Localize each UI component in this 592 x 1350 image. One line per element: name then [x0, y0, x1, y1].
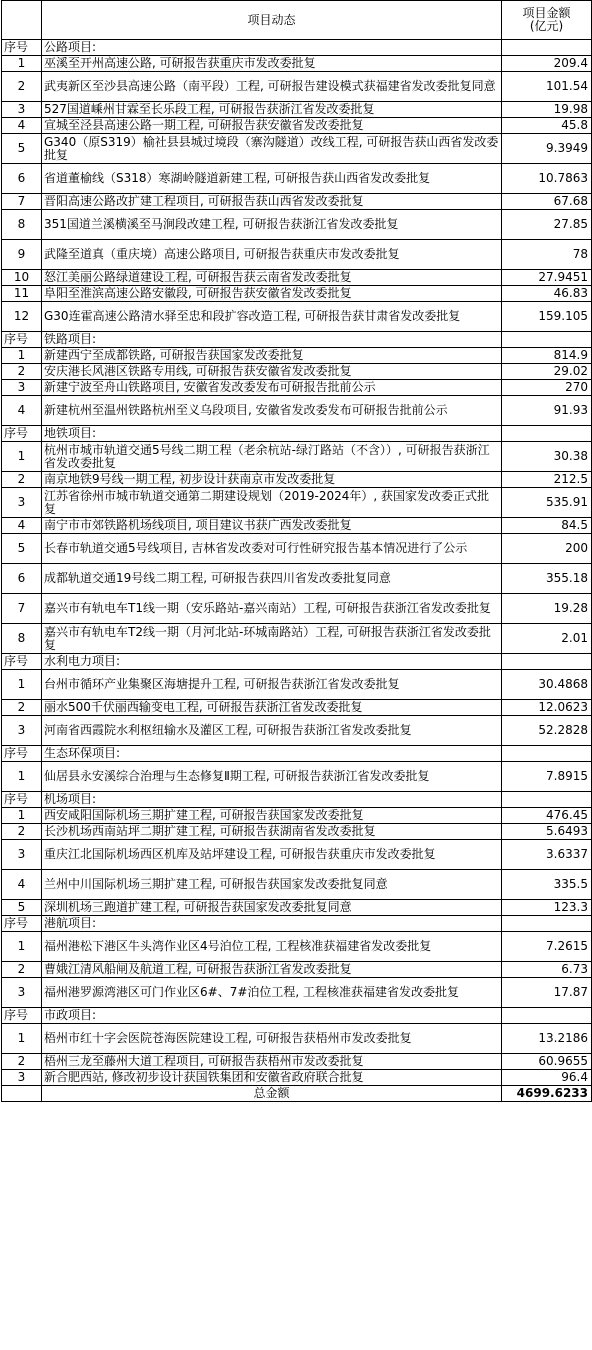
row-amount: 19.28	[502, 594, 592, 624]
row-index: 6	[2, 164, 42, 194]
row-description: 河南省西霞院水利枢纽输水及灌区工程, 可研报告获浙江省发改委批复	[42, 716, 502, 746]
row-index: 4	[2, 518, 42, 534]
row-description: 长沙机场西南站坪二期扩建工程, 可研报告获湖南省发改委批复	[42, 824, 502, 840]
row-index: 2	[2, 824, 42, 840]
table-row	[2, 270, 592, 286]
section-seq-label: 序号	[2, 654, 42, 670]
row-amount: 27.9451	[502, 270, 592, 286]
row-amount: 2.01	[502, 624, 592, 654]
row-description: G340（原S319）榆社县县城过境段（寨沟隧道）改线工程, 可研报告获山西省发改委批复	[42, 134, 502, 164]
row-amount: 12.0623	[502, 700, 592, 716]
row-description: 阜阳至淮滨高速公路安徽段, 可研报告获安徽省发改委批复	[42, 286, 502, 302]
total-row	[2, 1086, 592, 1102]
row-index: 1	[2, 762, 42, 792]
section-row	[2, 746, 592, 762]
row-index: 2	[2, 962, 42, 978]
row-index: 8	[2, 624, 42, 654]
row-amount: 60.9655	[502, 1054, 592, 1070]
table-row	[2, 700, 592, 716]
row-amount: 200	[502, 534, 592, 564]
row-amount: 212.5	[502, 472, 592, 488]
section-blank	[502, 654, 592, 670]
row-amount: 355.18	[502, 564, 592, 594]
row-index: 8	[2, 210, 42, 240]
row-amount: 270	[502, 380, 592, 396]
total-blank	[2, 1086, 42, 1102]
table-row	[2, 564, 592, 594]
row-amount: 46.83	[502, 286, 592, 302]
table-row	[2, 840, 592, 870]
table-row	[2, 670, 592, 700]
row-description: 丽水500千伏丽西输变电工程, 可研报告获浙江省发改委批复	[42, 700, 502, 716]
row-description: 福州港罗源湾港区可门作业区6#、7#泊位工程, 工程核准获福建省发改委批复	[42, 978, 502, 1008]
row-description: 新建杭州至温州铁路杭州至义乌段项目, 安徽省发改委发布可研报告批前公示	[42, 396, 502, 426]
row-amount: 476.45	[502, 808, 592, 824]
row-description: 仙居县永安溪综合治理与生态修复Ⅱ期工程, 可研报告获浙江省发改委批复	[42, 762, 502, 792]
header-title: 项目动态	[42, 1, 502, 40]
row-description: 南宁市市郊铁路机场线项目, 项目建议书获广西发改委批复	[42, 518, 502, 534]
row-description: 梧州市红十字会医院苍海医院建设工程, 可研报告获梧州市发改委批复	[42, 1024, 502, 1054]
row-amount: 814.9	[502, 348, 592, 364]
row-amount: 335.5	[502, 870, 592, 900]
row-index: 6	[2, 564, 42, 594]
row-description: 长春市轨道交通5号线项目, 吉林省发改委对可行性研究报告基本情况进行了公示	[42, 534, 502, 564]
row-index: 3	[2, 1070, 42, 1086]
table-row	[2, 396, 592, 426]
table-row	[2, 534, 592, 564]
section-row	[2, 1008, 592, 1024]
table-row	[2, 472, 592, 488]
header-blank	[2, 1, 42, 40]
row-description: 怒江美丽公路绿道建设工程, 可研报告获云南省发改委批复	[42, 270, 502, 286]
row-index: 11	[2, 286, 42, 302]
table-row	[2, 488, 592, 518]
row-index: 5	[2, 534, 42, 564]
section-row	[2, 654, 592, 670]
row-amount: 6.73	[502, 962, 592, 978]
row-index: 2	[2, 700, 42, 716]
row-amount: 45.8	[502, 118, 592, 134]
table-row	[2, 594, 592, 624]
row-index: 2	[2, 1054, 42, 1070]
row-description: 重庆江北国际机场西区机库及站坪建设工程, 可研报告获重庆市发改委批复	[42, 840, 502, 870]
row-amount: 52.2828	[502, 716, 592, 746]
row-index: 7	[2, 194, 42, 210]
table-row	[2, 286, 592, 302]
row-amount: 19.98	[502, 102, 592, 118]
row-amount: 159.105	[502, 302, 592, 332]
table-row	[2, 194, 592, 210]
row-index: 2	[2, 364, 42, 380]
row-description: 武隆至道真（重庆境）高速公路项目, 可研报告获重庆市发改委批复	[42, 240, 502, 270]
row-description: 成都轨道交通19号线二期工程, 可研报告获四川省发改委批复同意	[42, 564, 502, 594]
table-row	[2, 932, 592, 962]
row-index: 9	[2, 240, 42, 270]
table-row	[2, 518, 592, 534]
table-row	[2, 624, 592, 654]
row-amount: 96.4	[502, 1070, 592, 1086]
table-row	[2, 1070, 592, 1086]
row-description: 新合肥西站, 修改初步设计获国铁集团和安徽省政府联合批复	[42, 1070, 502, 1086]
table-row	[2, 716, 592, 746]
section-seq-label: 序号	[2, 332, 42, 348]
table-row	[2, 1054, 592, 1070]
table-row	[2, 870, 592, 900]
table-row	[2, 118, 592, 134]
row-amount: 27.85	[502, 210, 592, 240]
section-blank	[502, 332, 592, 348]
row-amount: 78	[502, 240, 592, 270]
table-row	[2, 808, 592, 824]
row-amount: 7.2615	[502, 932, 592, 962]
section-name: 公路项目:	[42, 40, 502, 56]
section-seq-label: 序号	[2, 426, 42, 442]
header-amount: 项目金额 (亿元)	[502, 1, 592, 40]
section-name: 生态环保项目:	[42, 746, 502, 762]
table-row	[2, 442, 592, 472]
table-row	[2, 824, 592, 840]
row-index: 3	[2, 488, 42, 518]
row-index: 10	[2, 270, 42, 286]
row-amount: 84.5	[502, 518, 592, 534]
section-name: 机场项目:	[42, 792, 502, 808]
row-description: 嘉兴市有轨电车T2线一期（月河北站-环城南路站）工程, 可研报告获浙江省发改委批复	[42, 624, 502, 654]
section-seq-label: 序号	[2, 1008, 42, 1024]
table-body	[2, 40, 592, 1086]
row-index: 2	[2, 472, 42, 488]
section-seq-label: 序号	[2, 792, 42, 808]
section-name: 水利电力项目:	[42, 654, 502, 670]
row-index: 3	[2, 102, 42, 118]
project-table	[1, 0, 592, 1102]
section-seq-label: 序号	[2, 916, 42, 932]
row-description: 巫溪至开州高速公路, 可研报告获重庆市发改委批复	[42, 56, 502, 72]
row-amount: 13.2186	[502, 1024, 592, 1054]
row-index: 3	[2, 840, 42, 870]
row-amount: 67.68	[502, 194, 592, 210]
row-description: 曹娥江清风船闸及航道工程, 可研报告获浙江省发改委批复	[42, 962, 502, 978]
row-index: 1	[2, 56, 42, 72]
row-amount: 209.4	[502, 56, 592, 72]
row-amount: 91.93	[502, 396, 592, 426]
table-row	[2, 72, 592, 102]
row-description: 南京地铁9号线一期工程, 初步设计获南京市发改委批复	[42, 472, 502, 488]
table-row	[2, 210, 592, 240]
row-index: 7	[2, 594, 42, 624]
section-blank	[502, 1008, 592, 1024]
table-row	[2, 762, 592, 792]
row-index: 5	[2, 134, 42, 164]
section-row	[2, 792, 592, 808]
total-value: 4699.6233	[502, 1086, 592, 1102]
row-index: 4	[2, 396, 42, 426]
table-row	[2, 900, 592, 916]
section-blank	[502, 40, 592, 56]
section-row	[2, 40, 592, 56]
row-amount: 7.8915	[502, 762, 592, 792]
row-description: 梧州三龙至藤州大道工程项目, 可研报告获梧州市发改委批复	[42, 1054, 502, 1070]
table-row	[2, 56, 592, 72]
row-description: 安庆港长风港区铁路专用线, 可研报告获安徽省发改委批复	[42, 364, 502, 380]
row-description: 西安咸阳国际机场三期扩建工程, 可研报告获国家发改委批复	[42, 808, 502, 824]
section-name: 地铁项目:	[42, 426, 502, 442]
row-amount: 535.91	[502, 488, 592, 518]
section-name: 港航项目:	[42, 916, 502, 932]
section-seq-label: 序号	[2, 746, 42, 762]
section-row	[2, 332, 592, 348]
row-amount: 5.6493	[502, 824, 592, 840]
table-row	[2, 240, 592, 270]
row-amount: 29.02	[502, 364, 592, 380]
table-row	[2, 978, 592, 1008]
row-description: 宣城至泾县高速公路一期工程, 可研报告获安徽省发改委批复	[42, 118, 502, 134]
row-index: 1	[2, 670, 42, 700]
section-blank	[502, 746, 592, 762]
row-index: 3	[2, 716, 42, 746]
section-blank	[502, 426, 592, 442]
row-amount: 3.6337	[502, 840, 592, 870]
row-amount: 101.54	[502, 72, 592, 102]
row-amount: 9.3949	[502, 134, 592, 164]
row-description: 新建宁波至舟山铁路项目, 安徽省发改委发布可研报告批前公示	[42, 380, 502, 396]
row-description: 嘉兴市有轨电车T1线一期（安乐路站-嘉兴南站）工程, 可研报告获浙江省发改委批复	[42, 594, 502, 624]
table-row	[2, 302, 592, 332]
row-index: 4	[2, 118, 42, 134]
table-row	[2, 102, 592, 118]
section-name: 铁路项目:	[42, 332, 502, 348]
row-description: 兰州中川国际机场三期扩建工程, 可研报告获国家发改委批复同意	[42, 870, 502, 900]
row-amount: 17.87	[502, 978, 592, 1008]
row-description: 351国道兰溪横溪至马涧段改建工程, 可研报告获浙江省发改委批复	[42, 210, 502, 240]
row-description: 新建西宁至成都铁路, 可研报告获国家发改委批复	[42, 348, 502, 364]
row-description: 江苏省徐州市城市轨道交通第二期建设规划（2019-2024年）, 获国家发改委正式批复	[42, 488, 502, 518]
section-row	[2, 426, 592, 442]
section-seq-label: 序号	[2, 40, 42, 56]
table-row	[2, 380, 592, 396]
total-label: 总金额	[42, 1086, 502, 1102]
row-index: 3	[2, 380, 42, 396]
row-index: 1	[2, 808, 42, 824]
section-row	[2, 916, 592, 932]
section-blank	[502, 916, 592, 932]
row-description: 527国道嵊州甘霖至长乐段工程, 可研报告获浙江省发改委批复	[42, 102, 502, 118]
row-index: 2	[2, 72, 42, 102]
table-row	[2, 134, 592, 164]
table-row	[2, 164, 592, 194]
section-blank	[502, 792, 592, 808]
row-index: 1	[2, 932, 42, 962]
row-index: 3	[2, 978, 42, 1008]
table-row	[2, 348, 592, 364]
table-row	[2, 1024, 592, 1054]
row-index: 1	[2, 348, 42, 364]
row-description: 福州港松下港区牛头湾作业区4号泊位工程, 工程核准获福建省发改委批复	[42, 932, 502, 962]
row-description: 深圳机场三跑道扩建工程, 可研报告获国家发改委批复同意	[42, 900, 502, 916]
row-description: 武夷新区至沙县高速公路（南平段）工程, 可研报告建设模式获福建省发改委批复同意	[42, 72, 502, 102]
table-row	[2, 962, 592, 978]
row-description: 杭州市城市轨道交通5号线二期工程（老余杭站-绿汀路站（不含））, 可研报告获浙江省发改委批复	[42, 442, 502, 472]
row-description: G30连霍高速公路清水驿至忠和段扩容改造工程, 可研报告获甘肃省发改委批复	[42, 302, 502, 332]
table-row	[2, 364, 592, 380]
row-amount: 30.4868	[502, 670, 592, 700]
row-index: 4	[2, 870, 42, 900]
row-index: 1	[2, 1024, 42, 1054]
header-row	[2, 1, 592, 40]
row-amount: 30.38	[502, 442, 592, 472]
section-name: 市政项目:	[42, 1008, 502, 1024]
row-amount: 10.7863	[502, 164, 592, 194]
row-amount: 123.3	[502, 900, 592, 916]
row-description: 台州市循环产业集聚区海塘提升工程, 可研报告获浙江省发改委批复	[42, 670, 502, 700]
row-description: 晋阳高速公路改扩建工程项目, 可研报告获山西省发改委批复	[42, 194, 502, 210]
row-index: 1	[2, 442, 42, 472]
row-description: 省道董榆线（S318）寒湖岭隧道新建工程, 可研报告获山西省发改委批复	[42, 164, 502, 194]
row-index: 12	[2, 302, 42, 332]
row-index: 5	[2, 900, 42, 916]
